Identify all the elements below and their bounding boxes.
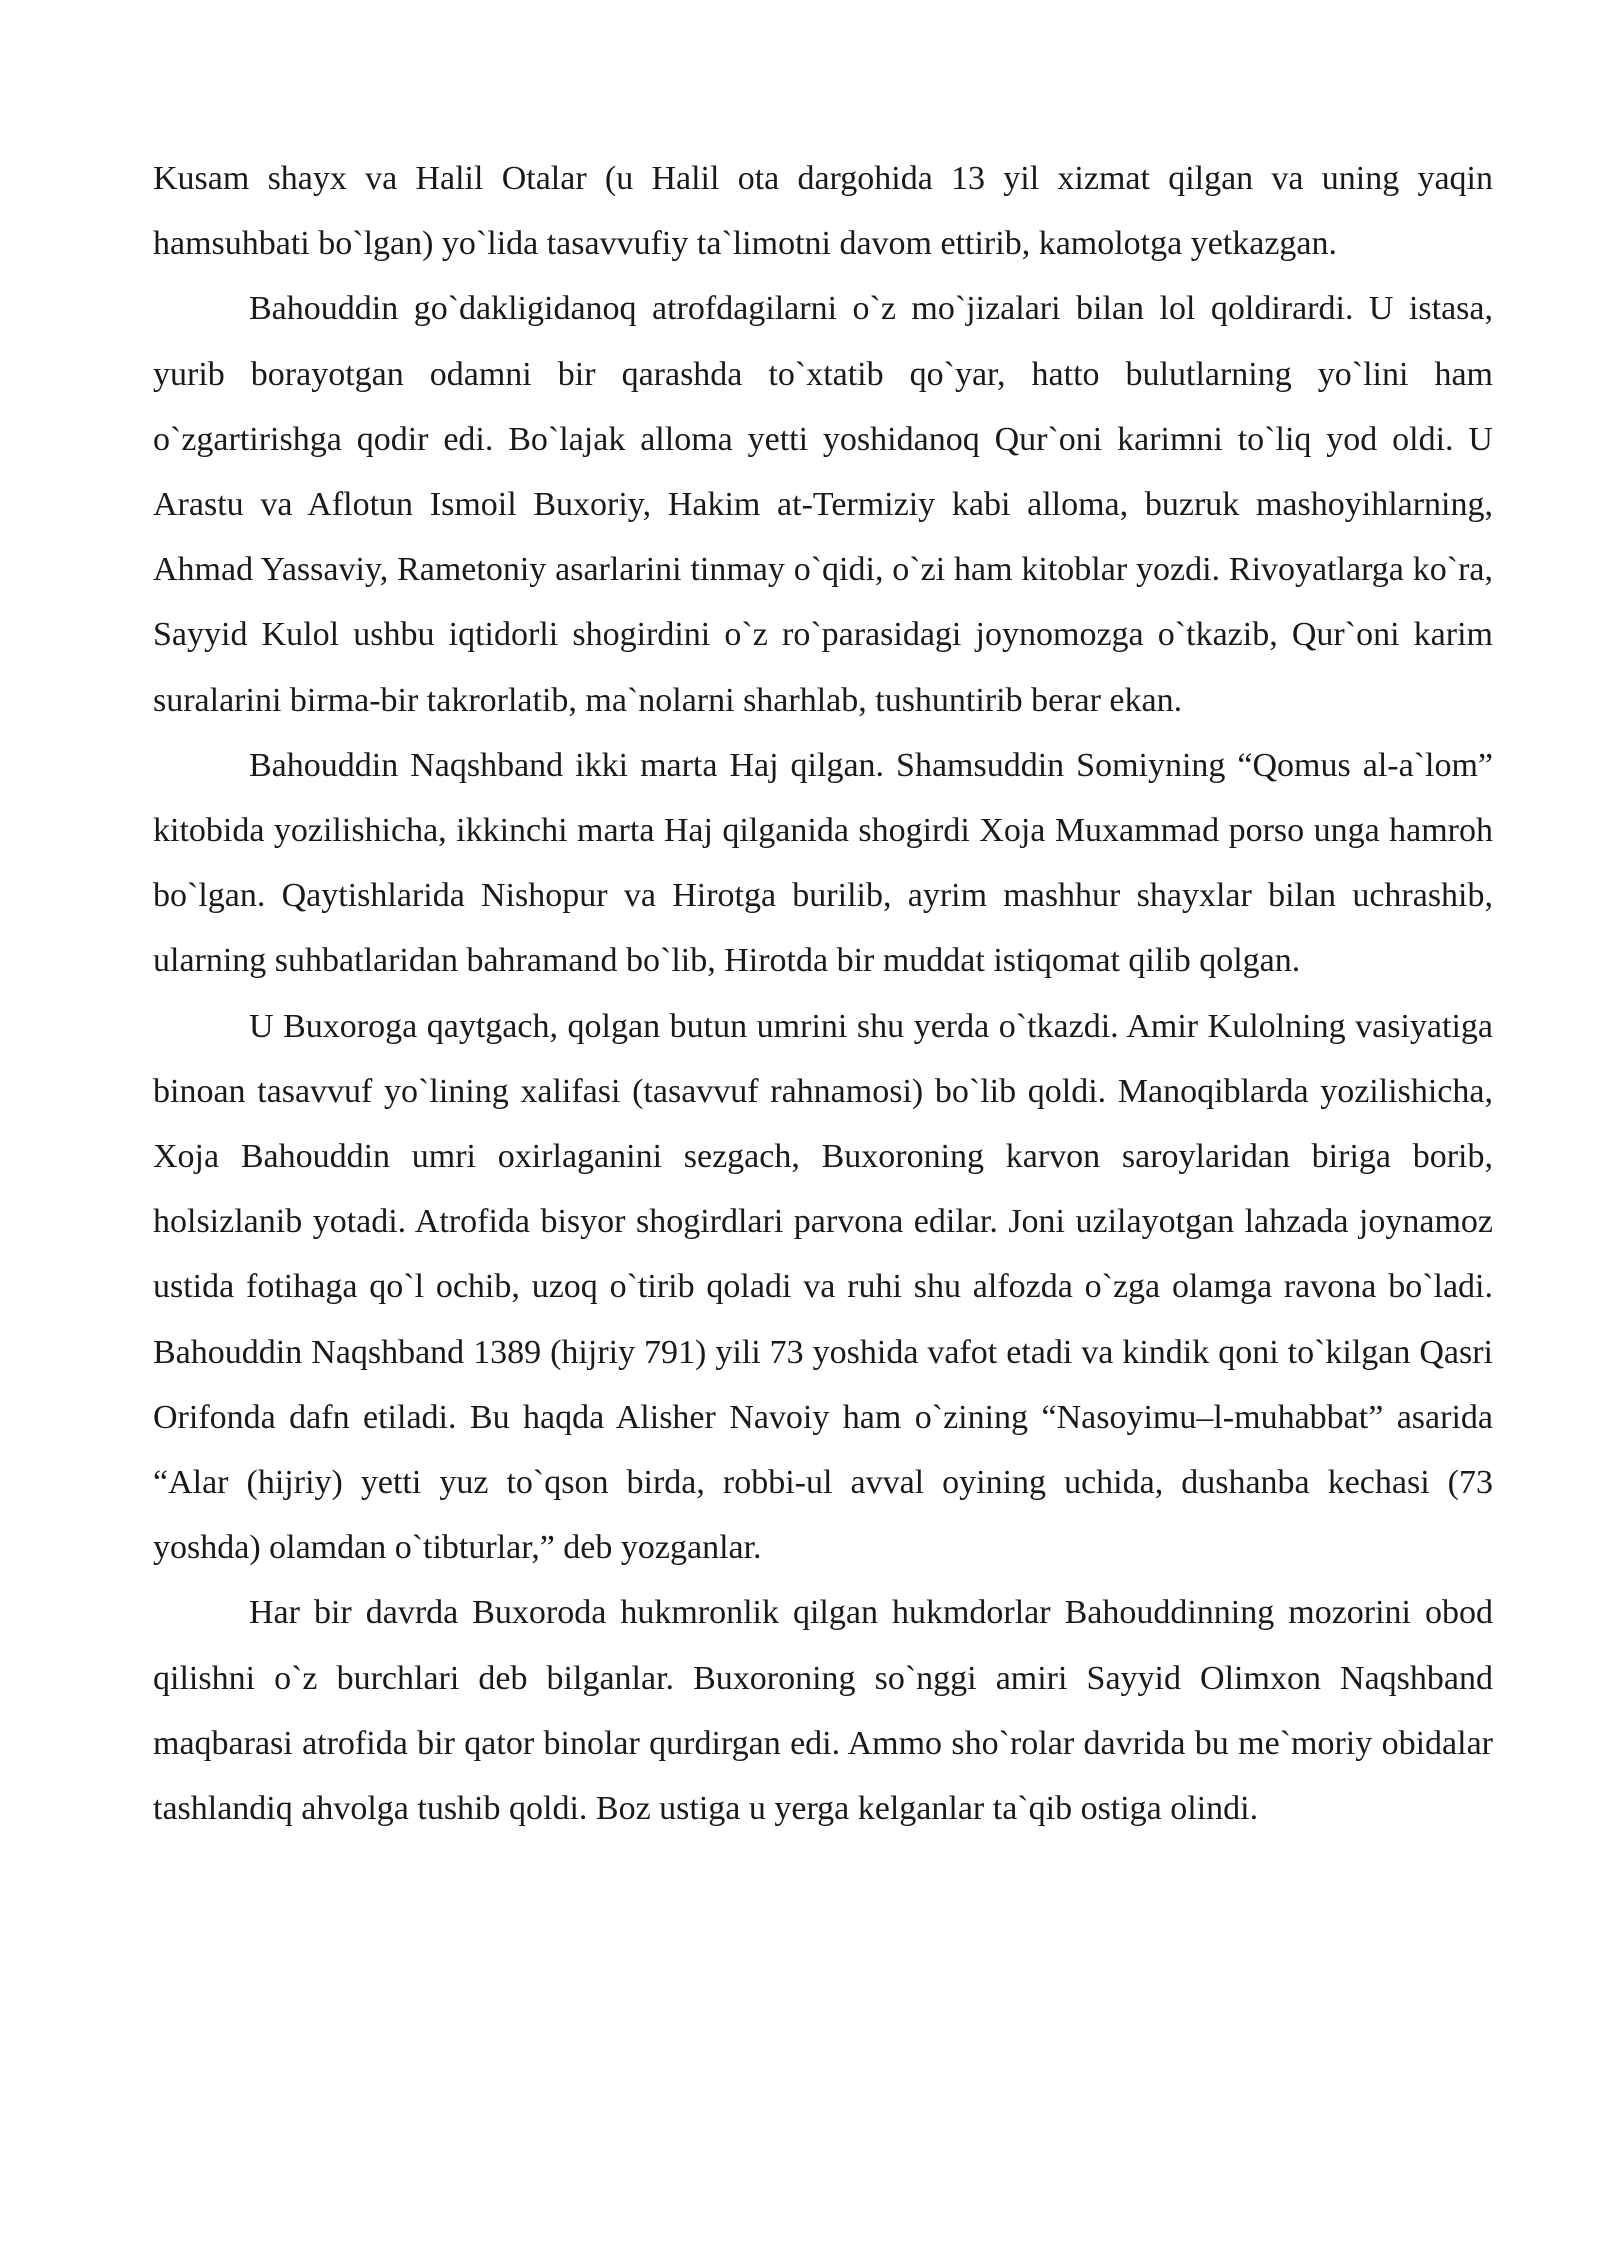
document-body [153, 146, 1493, 1841]
paragraph-4: U Buxoroga qaytgach, qolgan butun umrini shu yerda o`tkazdi. Amir Kulolning vasiyatiga binoan tasavvuf yo`lining xalifasi (tasavvuf rahnamosi) bo`lib qoldi. Manoqiblarda yozilishicha, Xoja Bahouddin umri oxirlaganini sezgach, Buxoroning karvon saroylaridan biriga borib, holsizlanib yotadi. Atrofida bisyor shogirdlari parvona edilar. Joni uzilayotgan lahzada joynamoz ustida fotihaga qo`l ochib, uzoq o`tirib qoladi va ruhi shu alfozda o`zga olamga ravona bo`ladi. Bahouddin Naqshband 1389 (hijriy 791) yili 73 yoshida vafot etadi va kindik qoni to`kilgan Qasri Orifonda dafn etiladi. Bu haqda Alisher Navoiy ham o`zining “Nasoyimu–l-muhabbat” asarida “Alar (hijriy) yetti yuz to`qson birda, robbi-ul avval oyining uchida, dushanba kechasi (73 yoshda) olamdan o`tibturlar,” deb yozganlar. [153, 1007, 1493, 1567]
paragraph-1: Kusam shayx va Halil Otalar (u Halil ota dargohida 13 yil xizmat qilgan va uning yaqin hamsuhbati bo`lgan) yo`lida tasavvufiy ta`limotni davom ettirib, kamolotga yetkazgan. [153, 160, 1493, 263]
paragraph-5: Har bir davrda Buxoroda hukmronlik qilgan hukmdorlar Bahouddinning mozorini obod qilishni o`z burchlari deb bilganlar. Buxoroning so`nggi amiri Sayyid Olimxon Naqshband maqbarasi atrofida bir qator binolar qurdirgan edi. Ammo sho`rolar davrida bu me`moriy obidalar tashlandiq ahvolga tushib qoldi. Boz ustiga u yerga kelganlar ta`qib ostiga olindi. [153, 1594, 1493, 1828]
paragraph-2: Bahouddin go`dakligidanoq atrofdagilarni o`z mo`jizalari bilan lol qoldirardi. U istasa, yurib borayotgan odamni bir qarashda to`xtatib qo`yar, hatto bulutlarning yo`lini ham o`zgartirishga qodir edi. Bo`lajak alloma yetti yoshidanoq Qur`oni karimni to`liq yod oldi. U Arastu va Aflotun Ismoil Buxoriy, Hakim at-Termiziy kabi alloma, buzruk mashoyihlarning, Ahmad Yassaviy, Rametoniy asarlarini tinmay o`qidi, o`zi ham kitoblar yozdi. Rivoyatlarga ko`ra, Sayyid Kulol ushbu iqtidorli shogirdini o`z ro`parasidagi joynomozga o`tkazib, Qur`oni karim suralarini birma-bir takrorlatib, ma`nolarni sharhlab, tushuntirib berar ekan. [153, 290, 1493, 719]
paragraph-3: Bahouddin Naqshband ikki marta Haj qilgan. Shamsuddin Somiyning “Qomus al-a`lom” kitobida yozilishicha, ikkinchi marta Haj qilganida shogirdi Xoja Muxammad porso unga hamroh bo`lgan. Qaytishlarida Nishopur va Hirotga burilib, ayrim mashhur shayxlar bilan uchrashib, ularning suhbatlaridan bahramand bo`lib, Hirotda bir muddat istiqomat qilib qolgan. [153, 746, 1493, 980]
